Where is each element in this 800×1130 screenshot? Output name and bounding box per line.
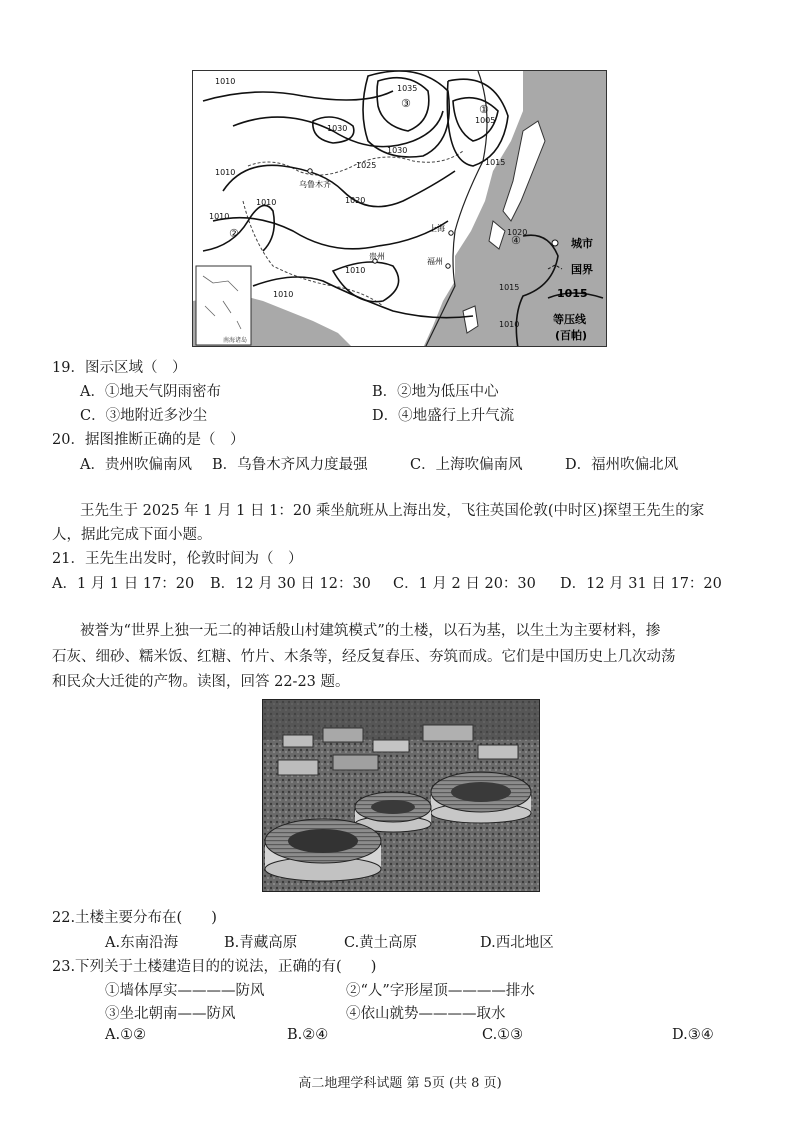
legend-isobar-unit: (百帕) — [555, 329, 588, 342]
isobar-label: 1035 — [397, 84, 418, 93]
city-dot — [449, 231, 453, 235]
q23-option-c[interactable]: C.①③ — [482, 1027, 524, 1043]
photo-hills — [263, 700, 540, 740]
tulou-photo-svg — [263, 700, 540, 892]
q20-option-c[interactable]: C．上海吹偏南风 — [410, 457, 523, 473]
isobar-label: 1010 — [215, 168, 236, 177]
city-urumqi: 乌鲁木齐 — [299, 180, 331, 189]
isobar-label: 1005 — [475, 116, 496, 125]
legend-city: 城市 — [571, 237, 593, 250]
isobar-label: 1020 — [507, 228, 528, 237]
inset-frame — [196, 266, 251, 345]
q23-stem: 23.下列关于土楼建造目的的说法，正确的有( ) — [52, 959, 377, 975]
isobar-label: 1010 — [209, 212, 230, 221]
marker-1: ① — [479, 103, 489, 116]
q21-stem: 21．王先生出发时，伦敦时间为（ ） — [52, 551, 303, 567]
q23-option-b[interactable]: B.②④ — [287, 1027, 329, 1043]
q23-statement-1: ①墙体厚实————防风 — [105, 983, 265, 999]
national-border-west — [243, 201, 383, 306]
q22-option-d[interactable]: D.西北地区 — [480, 935, 554, 951]
q21-option-a[interactable]: A．1 月 1 日 17：20 — [52, 576, 195, 592]
passage2-line3: 和民众大迁徙的产物。读图，回答 22-23 题。 — [52, 674, 350, 690]
isobar-label: 1020 — [345, 196, 366, 205]
city-dot — [308, 169, 312, 173]
passage2-line1: 被誉为“世界上独一无二的神话般山村建筑模式”的土楼，以石为基，以生土为主要材料，掺 — [80, 623, 661, 639]
q19-option-a[interactable]: A．①地天气阴雨密布 — [80, 384, 221, 400]
q21-option-d[interactable]: D．12 月 31 日 17：20 — [560, 576, 722, 592]
q23-option-d[interactable]: D.③④ — [672, 1027, 714, 1043]
isobar-label: 1030 — [327, 124, 348, 133]
q20-stem: 20．据图推断正确的是（ ） — [52, 432, 245, 448]
q19-option-b[interactable]: B．②地为低压中心 — [372, 384, 499, 400]
passage1-line2: 人，据此完成下面小题。 — [52, 527, 212, 543]
marker-4: ④ — [511, 234, 521, 247]
isobar-label: 1010 — [273, 290, 294, 299]
isobar-label: 1015 — [485, 158, 506, 167]
q23-statement-3: ③坐北朝南——防风 — [105, 1006, 236, 1022]
isobar-label: 1030 — [387, 146, 408, 155]
passage1-line1: 王先生于 2025 年 1 月 1 日 1：20 乘坐航班从上海出发，飞往英国伦敦(中时区)探望王先生的家 — [80, 503, 705, 519]
q19-option-c[interactable]: C．③地附近多沙尘 — [80, 408, 208, 424]
isobar-label: 1010 — [345, 266, 366, 275]
q23-option-a[interactable]: A.①② — [105, 1027, 147, 1043]
q20-option-b[interactable]: B．乌鲁木齐风力度最强 — [212, 457, 368, 473]
inset-label: 南海诸岛 — [223, 337, 248, 344]
q23-statement-4: ④依山就势————取水 — [346, 1006, 506, 1022]
q20-option-d[interactable]: D．福州吹偏北风 — [565, 457, 679, 473]
q21-option-b[interactable]: B．12 月 30 日 12：30 — [210, 576, 371, 592]
q22-option-b[interactable]: B.青藏高原 — [224, 935, 298, 951]
south-china-sea-inset — [196, 266, 251, 345]
city-dot — [446, 264, 450, 268]
tulou-round-building — [431, 772, 531, 823]
city-guizhou: 贵州 — [369, 252, 385, 261]
isobar-label: 1010 — [215, 77, 236, 86]
tulou-round-building — [265, 819, 381, 881]
isobar-map — [192, 70, 607, 347]
photo-foreground-trees — [413, 840, 540, 892]
legend-isobar-label: 等压线 — [553, 313, 586, 326]
city-shanghai: 上海 — [429, 224, 445, 233]
city-fuzhou: 福州 — [427, 257, 443, 266]
isobar-line — [213, 218, 448, 249]
legend-city-icon — [552, 240, 558, 246]
page-footer: 高二地理学科试题 第 5页 (共 8 页) — [298, 1076, 502, 1091]
q19-stem: 19．图示区域（ ） — [52, 360, 187, 376]
marker-2: ② — [229, 227, 239, 240]
legend-isobar-value: 1015 — [557, 287, 588, 300]
legend-border: 国界 — [571, 263, 593, 276]
isobar-label: 1010 — [256, 198, 277, 207]
marker-3: ③ — [401, 97, 411, 110]
q21-option-c[interactable]: C．1 月 2 日 20：30 — [393, 576, 536, 592]
isobar-label: 1025 — [356, 161, 377, 170]
passage2-line2: 石灰、细砂、糯米饭、红糖、竹片、木条等，经反复春压、夯筑而成。它们是中国历史上几次动荡 — [52, 649, 676, 665]
q20-option-a[interactable]: A．贵州吹偏南风 — [80, 457, 192, 473]
isobar-label: 1015 — [499, 283, 520, 292]
q22-stem: 22.土楼主要分布在( ) — [52, 910, 217, 926]
isobar-map-svg — [193, 71, 607, 347]
isobar-line — [333, 262, 399, 302]
q22-option-a[interactable]: A.东南沿海 — [105, 935, 179, 951]
q22-option-c[interactable]: C.黄土高原 — [344, 935, 418, 951]
cities — [299, 169, 453, 268]
isobar-label: 1010 — [499, 320, 520, 329]
tulou-photo — [262, 699, 540, 892]
q19-option-d[interactable]: D．④地盛行上升气流 — [372, 408, 515, 424]
q23-statement-2: ②“人”字形屋顶————排水 — [346, 983, 535, 999]
